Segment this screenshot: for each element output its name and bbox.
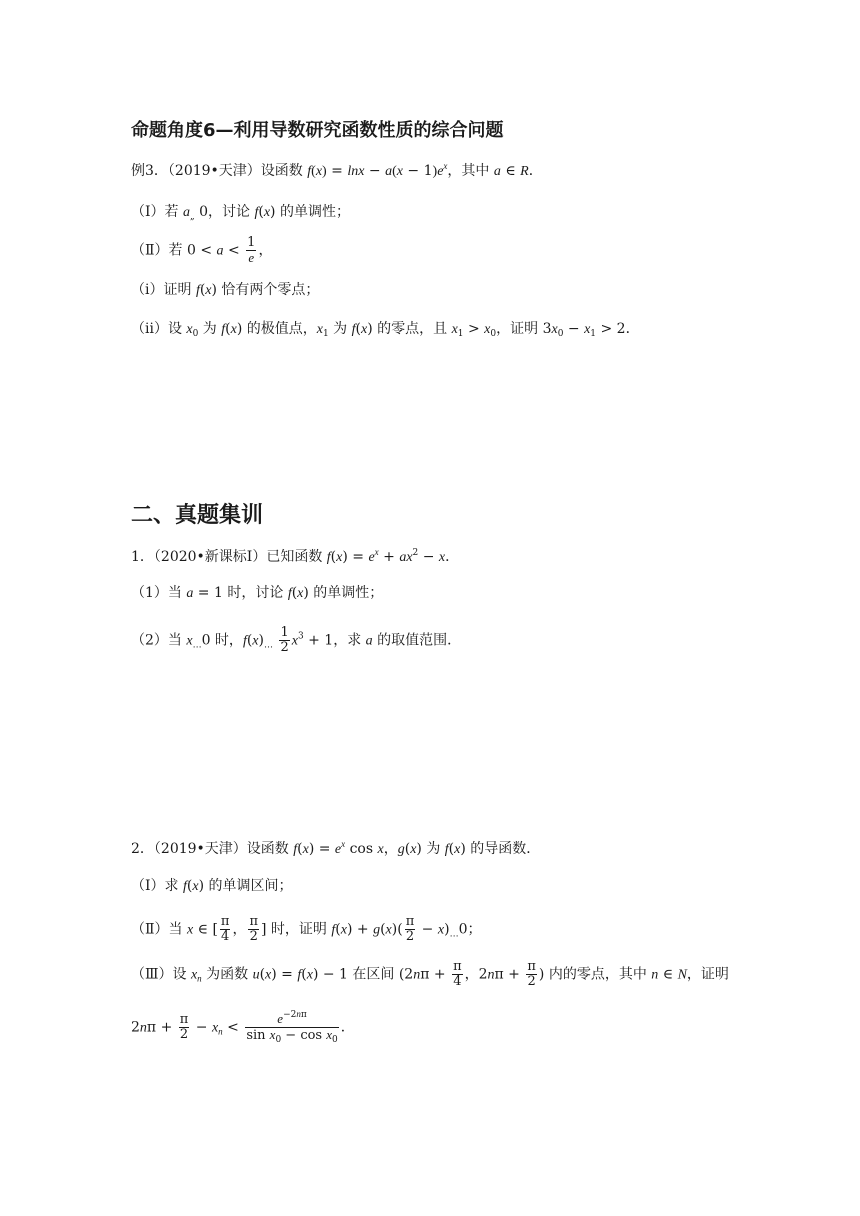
example-3-part-2: （Ⅱ）若 0 < a < $\frac{1}{e}$ ，: [131, 235, 273, 265]
question-1-part-2: （2）当 $x_\dots 0$ 时，$f(x)_\dots$ $\frac{1}{2}$ $x^3 + 1$，求 a 的取值范围．: [131, 625, 462, 655]
fraction-pi-over-4: $\frac{\pi}{4}$: [220, 914, 230, 944]
section-title-1-text: 命题角度6—利用导数研究函数性质的综合问题: [131, 120, 504, 141]
section-title-2: [131, 498, 263, 529]
example-3-part-2-ii: （ⅱ）设 $x_0$ 为 f(x) 的极值点，$x_1$ 为 f(x) 的零点，且 $x_1 > x_0$，证明 $3x_0 - x_1 > 2$．: [131, 321, 640, 339]
example-3-label: 例3．（2019•天津）设函数: [131, 163, 308, 179]
question-2-part-3: （Ⅲ）设 $x_n$ 为函数 u(x) = f(x) − 1 在区间 (2nπ + $\frac{\pi}{4}$ ，2nπ + $\frac{\pi}{2}$ ) 内的零点，其中 n ∈ N，证明: [131, 959, 729, 989]
question-2-stem: 2．（2019•天津）设函数 $f(x) = e^x$ cos x，g(x) 为 f(x) 的导函数．: [131, 839, 541, 857]
fraction-pi-over-2: $\frac{\pi}{2}$: [249, 914, 259, 944]
question-1-stem: 1．（2020•新课标Ⅰ）已知函数 $f(x) = e^x + ax^2 - x$．: [131, 547, 460, 565]
fraction-pi-over-2c: $\frac{\pi}{2}$: [527, 959, 536, 989]
question-1-part-1: （1）当 a = 1 时，讨论 f(x) 的单调性；: [131, 585, 384, 601]
question-2-part-1: （Ⅰ）求 f(x) 的单调区间；: [131, 878, 293, 894]
fraction-pi-over-2d: $\frac{\pi}{2}$: [179, 1012, 189, 1042]
fraction-pi-over-2b: $\frac{\pi}{2}$: [405, 914, 415, 944]
fraction-exp-over-sincos: $\frac{e^{-2n\pi}}{\sin x_0 - \cos x_0}$: [246, 1009, 338, 1045]
section-title-1: [131, 116, 504, 142]
question-2-part-3-formula: 2nπ + $\frac{\pi}{2}$ − $x_n$ < $\frac{e^{-2n\pi}}{\sin x_0 - \cos x_0}$ ．: [131, 1009, 355, 1045]
example-3-part-1: （Ⅰ）若 $a_„$ 0，讨论 f(x) 的单调性；: [131, 204, 350, 222]
fraction-pi-over-4b: $\frac{\pi}{4}$: [453, 959, 462, 989]
section-title-2-text: 二、真题集训: [131, 503, 264, 528]
fraction-1-over-e: $\frac{1}{e}$: [247, 235, 256, 265]
example-3-part-2-i: （ⅰ）证明 f(x) 恰有两个零点；: [131, 282, 320, 298]
example-3-stem: 例3．（2019•天津）设函数 $f(x) = \ln x - a(x - 1)e^x$，其中 a ∈ R．: [131, 161, 543, 179]
fraction-1-over-2: $\frac{1}{2}$: [280, 625, 289, 655]
question-2-part-2: （Ⅱ）当 x ∈ [ $\frac{\pi}{4}$ ， $\frac{\pi}{2}$ ] 时，证明 f(x) + g(x)( $\frac{\pi}{2}$ − $x)_\dots 0$；: [131, 914, 482, 944]
